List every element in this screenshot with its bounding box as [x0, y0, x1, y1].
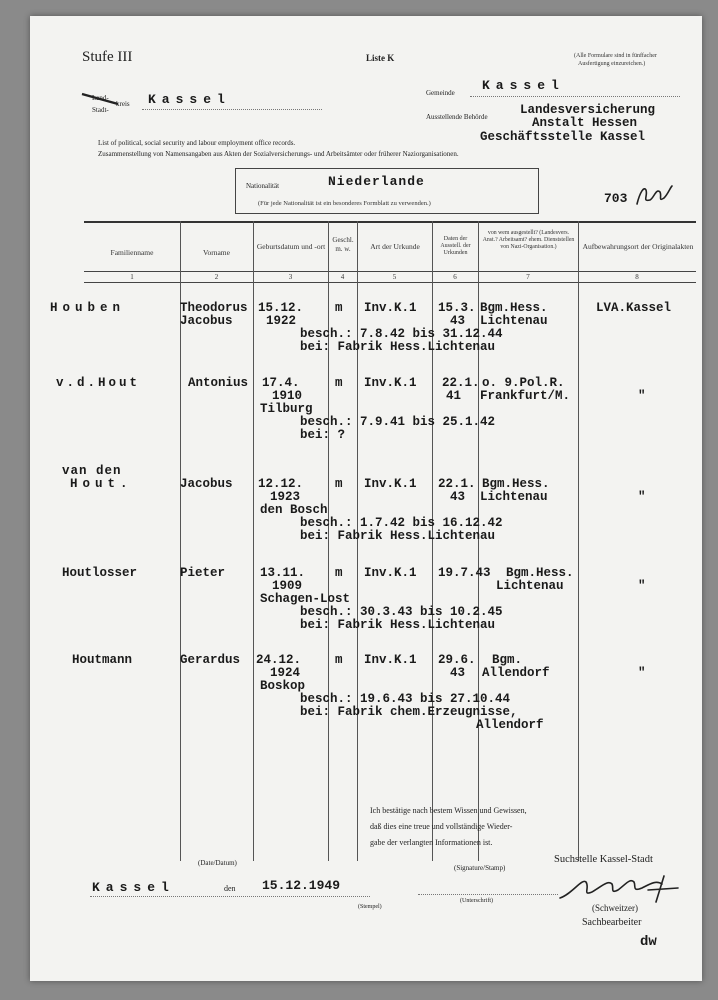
entry-5-doc: Inv.K.1	[364, 653, 417, 667]
entry-5-besch: besch.: 19.6.43 bis 27.10.44	[300, 692, 511, 706]
entry-3-bei: bei: Fabrik Hess.Lichtenau	[300, 529, 496, 543]
note-line-1: (Alle Formulare sind in fünffacher	[574, 53, 657, 59]
entry-3-sex: m	[335, 477, 343, 491]
entry-4-date-1: 19.7.43	[438, 566, 491, 580]
entry-2-bei: bei: ?	[300, 428, 346, 442]
entry-4-archive: "	[638, 579, 646, 593]
col-num-7: 7	[526, 273, 530, 281]
behoerde-line-1: Landesversicherung	[520, 103, 656, 117]
entry-5-bei-2: Allendorf	[476, 718, 544, 732]
entry-5-issuer-2: Allendorf	[482, 666, 550, 680]
signer-name: (Schweitzer)	[592, 903, 638, 913]
entry-4-surname: Houtlosser	[62, 566, 138, 580]
behoerde-line-2: Anstalt Hessen	[532, 116, 638, 130]
col-divider-2	[253, 221, 254, 861]
entry-1-date-1: 15.3.	[438, 301, 476, 315]
den-label: den	[224, 884, 236, 893]
col-header-4: Geschl. m. w.	[332, 236, 354, 253]
entry-1-doc: Inv.K.1	[364, 301, 417, 315]
behoerde-label: Ausstellende Behörde	[426, 113, 488, 121]
nationality-label: Nationalität	[246, 182, 280, 190]
entry-4-birth-date: 13.11.	[260, 566, 306, 580]
entry-4-given-1: Pieter	[180, 566, 226, 580]
stadt-label: Stadt-	[92, 106, 109, 114]
entry-2-date-2: 41	[446, 389, 462, 403]
col-num-8: 8	[635, 273, 639, 281]
entry-3-birth-place: den Bosch	[260, 503, 328, 517]
land-label: Land-	[92, 94, 109, 102]
entry-2-birth-year: 1910	[272, 389, 303, 403]
stempel-label: (Stempel)	[358, 904, 382, 910]
sheet-number: 703	[604, 191, 628, 206]
unterschrift-label: (Unterschrift)	[460, 898, 493, 904]
signature-underline	[418, 894, 558, 895]
col-header-1: Familienname	[110, 248, 154, 257]
col-num-4: 4	[340, 273, 345, 281]
entry-3-date-1: 22.1.	[438, 477, 476, 491]
date-label: (Date/Datum)	[198, 859, 237, 867]
col-num-1: 1	[130, 273, 134, 281]
gemeinde-value: Kassel	[482, 78, 565, 93]
entry-5-birth-date: 24.12.	[256, 653, 302, 667]
col-header-3: Geburtsdatum und -ort	[256, 242, 326, 251]
entry-5-bei-1: bei: Fabrik chem.Erzeugnisse,	[300, 705, 518, 719]
col-header-2: Vorname	[203, 248, 230, 257]
entry-2-given-1: Antonius	[188, 376, 249, 390]
entry-2-sex: m	[335, 376, 343, 390]
entry-4-issuer-2: Lichtenau	[496, 579, 564, 593]
entry-1-given-1: Theodorus	[180, 301, 248, 315]
entry-3-doc: Inv.K.1	[364, 477, 417, 491]
entry-2-surname: v.d.Hout	[56, 376, 141, 390]
entry-1-besch: besch.: 7.8.42 bis 31.12.44	[300, 327, 503, 341]
nationality-note: (Für jede Nationalität ist ein besonderes Formblatt zu verwenden.)	[258, 200, 431, 207]
entry-2-birth-place: Tilburg	[260, 402, 313, 416]
liste-label: Liste K	[366, 53, 395, 63]
col-divider-7	[578, 221, 579, 861]
entry-3-date-2: 43	[450, 490, 466, 504]
col-num-3: 3	[288, 273, 293, 281]
entry-2-archive: "	[638, 389, 646, 403]
entry-2-date-1: 22.1.	[442, 376, 480, 390]
entry-1-issuer-1: Bgm.Hess.	[480, 301, 548, 315]
entry-5-archive: "	[638, 666, 646, 680]
kreis-label: kreis	[116, 100, 130, 108]
signature-label: (Signature/Stamp)	[454, 864, 506, 872]
stamp-text: Suchstelle Kassel-Stadt	[554, 854, 653, 865]
entry-5-given-1: Gerardus	[180, 653, 241, 667]
entry-3-birth-year: 1923	[270, 490, 301, 504]
entry-5-date-1: 29.6.	[438, 653, 476, 667]
entry-3-archive: "	[638, 490, 646, 504]
behoerde-line-3: Geschäftsstelle Kassel	[480, 130, 646, 144]
table-header-divider	[84, 271, 696, 272]
col-num-5: 5	[392, 273, 397, 281]
entry-1-bei: bei: Fabrik Hess.Lichtenau	[300, 340, 496, 354]
entry-5-sex: m	[335, 653, 343, 667]
col-header-5: Art der Urkunde	[370, 242, 420, 251]
signer-title: Sachbearbeiter	[582, 917, 642, 928]
strikeout-mark	[80, 90, 120, 108]
col-num-6: 6	[453, 273, 457, 281]
footer-place: Kassel	[92, 880, 175, 895]
stufe-label: Stufe III	[82, 49, 133, 65]
entry-5-birth-year: 1924	[270, 666, 301, 680]
gemeinde-underline	[470, 96, 680, 97]
entry-4-sex: m	[335, 566, 343, 580]
entry-2-issuer-2: Frankfurt/M.	[480, 389, 571, 403]
entry-5-birth-place: Boskop	[260, 679, 306, 693]
entry-4-birth-year: 1909	[272, 579, 303, 593]
kreis-underline	[142, 109, 322, 110]
certify-line-3: gabe der verlangten Informationen ist.	[370, 838, 493, 847]
nationality-value: Niederlande	[328, 174, 425, 189]
certify-line-2: daß dies eine treue und vollständige Wieder-	[370, 822, 513, 831]
description-de: Zusammenstellung von Namensangaben aus Akten der Sozialversicherungs- und Arbeitsämter oder früherer Naziorganisationen.	[98, 150, 459, 158]
document-sheet	[30, 16, 702, 981]
kreis-value: Kassel	[148, 92, 231, 107]
handwritten-number-icon	[634, 182, 674, 208]
certify-line-1: Ich bestätige nach bestem Wissen und Gewissen,	[370, 806, 527, 815]
date-underline	[90, 896, 370, 897]
entry-3-birth-date: 12.12.	[258, 477, 304, 491]
entry-5-surname: Houtmann	[72, 653, 133, 667]
entry-3-surname-1: van den	[62, 464, 122, 478]
entry-1-birth-year: 1922	[266, 314, 297, 328]
entry-1-archive: LVA.Kassel	[596, 301, 672, 315]
entry-3-given-1: Jacobus	[180, 477, 233, 491]
table-top-border	[84, 221, 696, 223]
col-num-2: 2	[214, 273, 219, 281]
note-line-2: Ausfertigung einzureichen.)	[578, 61, 646, 67]
description-en: List of political, social security and labour employment office records.	[98, 139, 296, 147]
entry-2-besch: besch.: 7.9.41 bis 25.1.42	[300, 415, 496, 429]
entry-2-birth-date: 17.4.	[262, 376, 300, 390]
col-header-6: Daten der Ausstell. der Urkunden	[440, 236, 471, 256]
entry-3-surname-2: Hout.	[70, 477, 133, 491]
entry-5-date-2: 43	[450, 666, 466, 680]
entry-1-sex: m	[335, 301, 343, 315]
entry-2-issuer-1: o. 9.Pol.R.	[482, 376, 565, 390]
col-header-7: von wem ausgestellt? (Landesvers. Anst.? Arbeitsamt? ehem. Dienststellen von Nazi-Organisation.)	[482, 230, 575, 250]
entry-2-doc: Inv.K.1	[364, 376, 417, 390]
entry-4-besch: besch.: 30.3.43 bis 10.2.45	[300, 605, 503, 619]
footer-date: 15.12.1949	[262, 878, 341, 893]
table-number-divider	[84, 282, 696, 283]
initials: dw	[640, 934, 657, 950]
entry-3-besch: besch.: 1.7.42 bis 16.12.42	[300, 516, 503, 530]
entry-4-bei: bei: Fabrik Hess.Lichtenau	[300, 618, 496, 632]
entry-1-surname: Houben	[50, 301, 126, 315]
entry-3-issuer-1: Bgm.Hess.	[482, 477, 550, 491]
gemeinde-label: Gemeinde	[426, 89, 455, 97]
entry-4-issuer-1: Bgm.Hess.	[506, 566, 574, 580]
entry-1-date-2: 43	[450, 314, 466, 328]
col-header-8: Aufbewahrungsort der Originalakten	[582, 242, 694, 251]
entry-4-doc: Inv.K.1	[364, 566, 417, 580]
entry-1-given-2: Jacobus	[180, 314, 233, 328]
entry-3-issuer-2: Lichtenau	[480, 490, 548, 504]
entry-1-birth-date: 15.12.	[258, 301, 304, 315]
entry-4-birth-place: Schagen-Lost	[260, 592, 351, 606]
signature-icon	[552, 868, 692, 908]
entry-5-issuer-1: Bgm.	[492, 653, 523, 667]
entry-1-issuer-2: Lichtenau	[480, 314, 548, 328]
